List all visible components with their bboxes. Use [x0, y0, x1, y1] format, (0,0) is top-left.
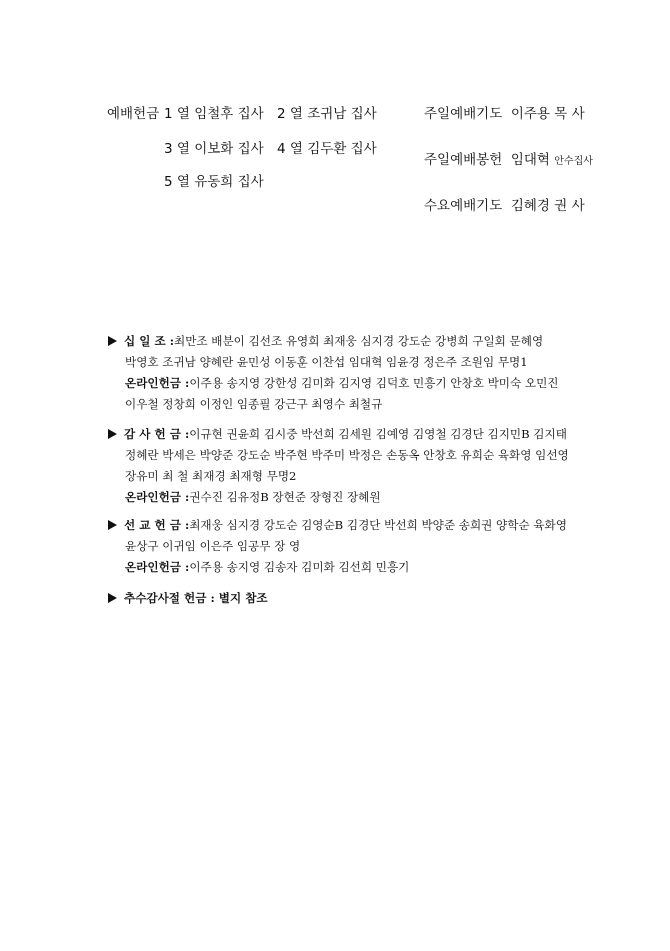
thanks-section [108, 424, 578, 508]
online-label: 온라인헌금 : [125, 560, 190, 574]
offering-label: 예배헌금 [107, 106, 160, 122]
section-title: 십 일 조 : [124, 334, 174, 348]
bullet-triangle-icon [108, 593, 117, 603]
section-line: 이규현 권윤희 김시중 박선희 김세원 김예영 김영철 김경단 김지민B 김지태 [189, 427, 567, 441]
offering-row-1-a: 1 열 임철후 집사 [164, 106, 264, 122]
role-sunday-prayer [424, 104, 585, 124]
bullet-triangle-icon [108, 520, 117, 530]
section-line: 최재웅 심지경 강도순 김영순B 김경단 박선희 박양준 송희권 양학순 육화영 [189, 518, 567, 532]
online-line: 이우철 정창희 이정인 임종필 강근구 최영수 최철규 [125, 397, 383, 411]
online-line: 이주용 송지영 김송자 김미화 김선희 민흥기 [189, 560, 410, 574]
online-line: 이주용 송지영 강한성 김미화 김지영 김덕호 민흥기 안창호 박미숙 오민진 [189, 376, 559, 390]
role-label: 수요예배기도 [424, 198, 503, 214]
online-label: 온라인헌금 : [125, 490, 190, 504]
role-name: 김혜경 권 사 [510, 198, 585, 214]
offering-row-2-a: 3 열 이보화 집사 [164, 141, 264, 157]
role-label: 주일예배봉헌 [424, 152, 503, 168]
online-line: 권수진 김유정B 장현준 장형진 장혜원 [189, 490, 381, 504]
role-title: 안수집사 [554, 156, 593, 167]
section-line: 윤상구 이귀임 이은주 임공무 장 영 [125, 539, 301, 553]
note-title: 추수감사절 헌금 : [124, 591, 215, 605]
section-line: 최만조 배분이 김선조 유영희 최재웅 심지경 강도순 강병희 구일회 문혜영 [174, 334, 544, 348]
bullet-triangle-icon [108, 336, 117, 346]
mission-section [108, 515, 578, 578]
note-text: 별지 참조 [218, 591, 268, 605]
role-wednesday-prayer [424, 196, 585, 216]
online-label: 온라인헌금 : [125, 376, 190, 390]
section-title: 선 교 헌 금 : [124, 518, 190, 532]
section-line: 정혜란 박세은 박양준 강도순 박주현 박주미 박정은 손동옥 안창호 유희순 육화영 임선영 [125, 448, 569, 462]
role-sunday-offering [424, 150, 593, 172]
offering-row-3-a: 5 열 유동희 집사 [164, 174, 264, 190]
role-label: 주일예배기도 [424, 106, 503, 122]
tithe-section [108, 331, 578, 415]
role-name: 이주용 목 사 [510, 106, 585, 122]
offering-row-2-b: 4 열 김두환 집사 [277, 141, 377, 157]
role-name: 임대혁 [510, 152, 550, 168]
section-line: 장유미 최 철 최재경 최재형 무명2 [125, 469, 297, 483]
section-title: 감 사 헌 금 : [124, 427, 190, 441]
section-line: 박영호 조귀남 양혜란 윤민성 이동훈 이찬섭 임대혁 임윤경 정은주 조원임 무명1 [125, 355, 528, 369]
bullet-triangle-icon [108, 429, 117, 439]
offering-row-1-b: 2 열 조귀남 집사 [277, 106, 377, 122]
harvest-note [108, 588, 578, 609]
